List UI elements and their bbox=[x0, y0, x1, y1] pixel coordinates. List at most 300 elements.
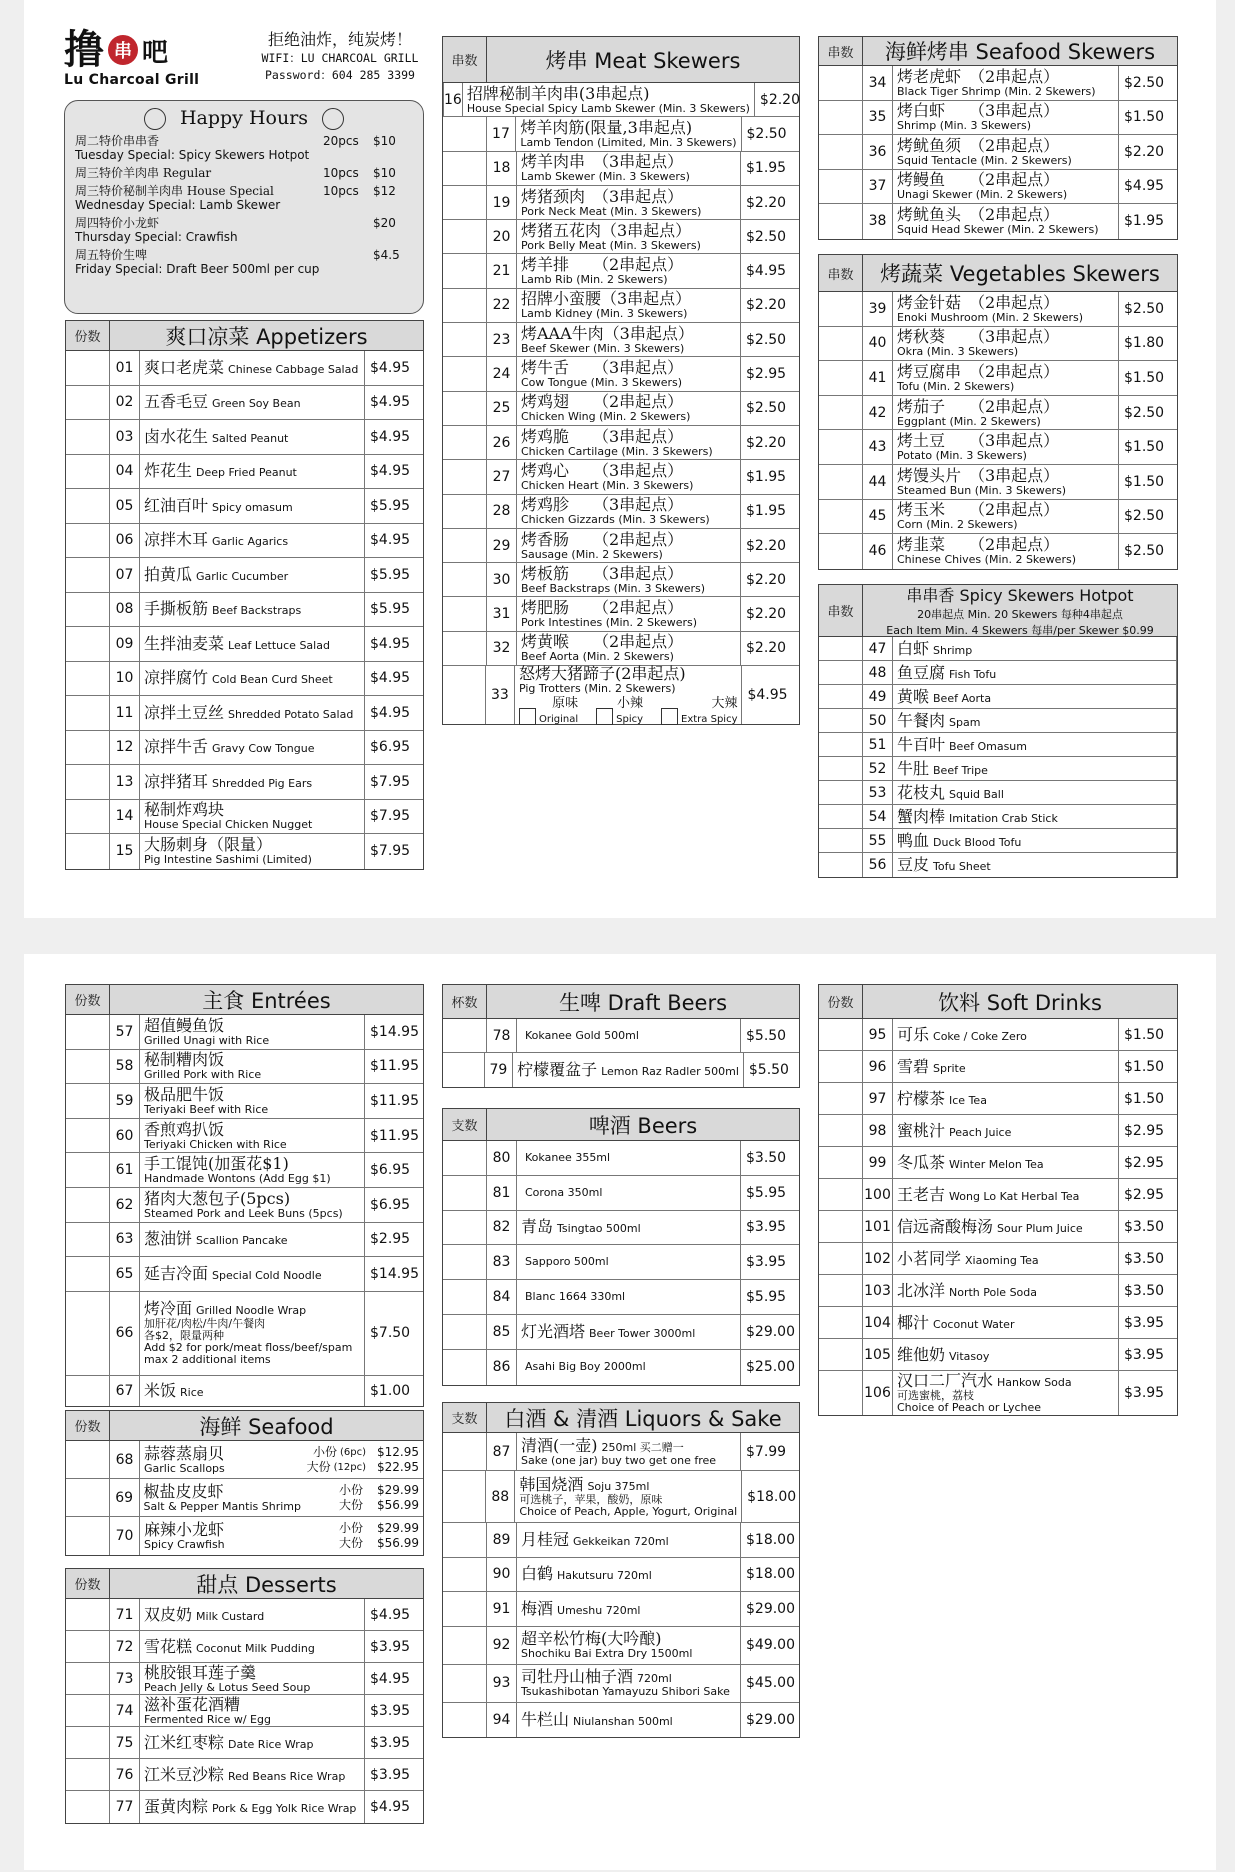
quantity-cell[interactable] bbox=[443, 1592, 487, 1626]
quantity-cell[interactable] bbox=[443, 1315, 487, 1349]
menu-item-row[interactable] bbox=[66, 696, 423, 731]
quantity-cell[interactable] bbox=[819, 1019, 863, 1050]
quantity-cell[interactable] bbox=[66, 1695, 110, 1726]
item-name-line bbox=[897, 1346, 1114, 1364]
quantity-cell[interactable] bbox=[819, 1243, 863, 1274]
menu-item-row[interactable] bbox=[443, 1211, 799, 1246]
menu-item-row[interactable] bbox=[66, 1479, 423, 1517]
quantity-cell[interactable] bbox=[819, 292, 863, 326]
section-header bbox=[66, 321, 423, 351]
quantity-cell[interactable] bbox=[66, 1631, 110, 1662]
menu-item-row[interactable] bbox=[819, 66, 1177, 101]
quantity-cell[interactable] bbox=[66, 1257, 110, 1291]
item-number: 42 bbox=[863, 396, 893, 430]
menu-item-row[interactable] bbox=[443, 1558, 799, 1593]
menu-item-row[interactable] bbox=[443, 460, 799, 494]
item-name-en: Cold Bean Curd Sheet bbox=[212, 673, 333, 687]
quantity-cell[interactable] bbox=[819, 1051, 863, 1082]
quantity-cell[interactable] bbox=[443, 117, 487, 150]
menu-item-row[interactable] bbox=[443, 563, 799, 597]
menu-item-row[interactable] bbox=[66, 351, 423, 386]
quantity-cell[interactable] bbox=[819, 135, 863, 169]
menu-item-row[interactable] bbox=[66, 1759, 423, 1791]
item-number: 82 bbox=[487, 1211, 517, 1245]
quantity-cell[interactable] bbox=[443, 460, 487, 493]
quantity-cell[interactable] bbox=[66, 1015, 110, 1049]
quantity-cell[interactable] bbox=[819, 1307, 863, 1338]
happy-hour-zh: 周五特价生啤 bbox=[75, 248, 148, 262]
quantity-cell[interactable] bbox=[819, 1147, 863, 1178]
quantity-cell[interactable] bbox=[443, 1176, 487, 1210]
quantity-cell[interactable] bbox=[819, 361, 863, 395]
quantity-cell[interactable] bbox=[443, 323, 487, 356]
item-name-en: Deep Fried Peanut bbox=[196, 466, 297, 480]
quantity-cell[interactable] bbox=[66, 834, 110, 869]
menu-item-row[interactable] bbox=[66, 1663, 423, 1695]
menu-item-row[interactable] bbox=[819, 781, 1177, 805]
quantity-cell[interactable] bbox=[443, 1053, 485, 1087]
menu-item-row[interactable] bbox=[443, 597, 799, 631]
item-name-en: Fermented Rice w/ Egg bbox=[144, 1712, 271, 1726]
menu-item-row[interactable] bbox=[819, 733, 1177, 757]
quantity-cell[interactable] bbox=[66, 662, 110, 696]
menu-item-row[interactable] bbox=[66, 1599, 423, 1631]
menu-item-row[interactable] bbox=[819, 204, 1177, 239]
item-name-en: Teriyaki Chicken with Rice bbox=[144, 1137, 287, 1151]
menu-item-row[interactable] bbox=[819, 465, 1177, 500]
menu-item-row[interactable] bbox=[819, 637, 1177, 661]
item-price: $1.80 bbox=[1124, 335, 1165, 352]
menu-item-row[interactable] bbox=[819, 500, 1177, 535]
quantity-cell[interactable] bbox=[66, 386, 110, 420]
item-number: 08 bbox=[110, 593, 140, 627]
menu-item-row[interactable] bbox=[66, 420, 423, 455]
menu-item-row[interactable] bbox=[66, 1441, 423, 1479]
item-name-cell bbox=[893, 1243, 1119, 1274]
menu-item-row[interactable] bbox=[443, 426, 799, 460]
quantity-cell[interactable] bbox=[443, 357, 487, 390]
quantity-cell[interactable] bbox=[66, 1599, 110, 1630]
quantity-cell[interactable] bbox=[819, 1275, 863, 1306]
quantity-cell[interactable] bbox=[819, 500, 863, 534]
menu-item-row[interactable] bbox=[66, 1292, 423, 1376]
menu-item-row[interactable] bbox=[443, 1176, 799, 1211]
menu-item-row[interactable] bbox=[443, 357, 799, 391]
quantity-cell[interactable] bbox=[443, 1350, 487, 1385]
quantity-cell[interactable] bbox=[443, 1433, 487, 1470]
menu-item-row[interactable] bbox=[66, 1631, 423, 1663]
spice-option[interactable] bbox=[519, 697, 578, 725]
menu-item-row[interactable] bbox=[66, 558, 423, 593]
quantity-cell[interactable] bbox=[66, 696, 110, 730]
item-number: 73 bbox=[110, 1663, 140, 1694]
quantity-cell[interactable] bbox=[819, 204, 863, 239]
menu-item-row[interactable] bbox=[819, 829, 1177, 853]
item-name-cell bbox=[515, 666, 743, 724]
menu-item-row[interactable] bbox=[66, 765, 423, 800]
quantity-cell[interactable] bbox=[443, 392, 487, 425]
menu-item-row[interactable] bbox=[443, 529, 799, 563]
section-header bbox=[443, 1109, 799, 1141]
menu-item-row[interactable] bbox=[443, 666, 799, 724]
menu-item-row[interactable] bbox=[66, 627, 423, 662]
item-name-block bbox=[144, 1445, 225, 1475]
item-name-cell bbox=[893, 709, 1177, 732]
item-price: $4.95 bbox=[370, 1670, 411, 1687]
quantity-cell[interactable] bbox=[819, 685, 863, 708]
checkbox-icon[interactable] bbox=[596, 708, 613, 725]
menu-item-row[interactable] bbox=[819, 709, 1177, 733]
menu-item-row[interactable] bbox=[443, 1703, 799, 1738]
menu-item-row[interactable] bbox=[66, 1727, 423, 1759]
menu-item-row[interactable] bbox=[819, 685, 1177, 709]
item-price: $2.20 bbox=[746, 297, 787, 314]
menu-item-row[interactable] bbox=[819, 661, 1177, 685]
quantity-cell[interactable] bbox=[819, 1083, 863, 1114]
menu-item-row[interactable] bbox=[819, 1371, 1177, 1415]
quantity-cell[interactable] bbox=[66, 489, 110, 523]
quantity-cell[interactable] bbox=[819, 1115, 863, 1146]
quantity-cell[interactable] bbox=[443, 186, 487, 219]
quantity-cell[interactable] bbox=[443, 495, 487, 528]
item-number: 70 bbox=[110, 1517, 140, 1555]
menu-item-row[interactable] bbox=[66, 1376, 423, 1406]
item-name-line bbox=[144, 600, 360, 618]
menu-item-row[interactable] bbox=[443, 1245, 799, 1280]
item-number: 26 bbox=[487, 426, 517, 459]
quantity-cell[interactable] bbox=[819, 853, 863, 877]
quantity-cell[interactable] bbox=[443, 289, 487, 322]
menu-item-row[interactable] bbox=[443, 186, 799, 220]
item-name-en: Spicy omasum bbox=[212, 500, 293, 514]
item-name-zh: 烤AAA牛肉（3串起点） bbox=[521, 323, 694, 343]
quantity-cell[interactable] bbox=[66, 1727, 110, 1758]
menu-item-row[interactable] bbox=[66, 593, 423, 628]
quantity-cell[interactable] bbox=[66, 593, 110, 627]
quantity-cell[interactable] bbox=[66, 765, 110, 799]
item-number: 44 bbox=[863, 465, 893, 499]
menu-item-row[interactable] bbox=[66, 1517, 423, 1555]
portion-price: $22.95 bbox=[377, 1459, 419, 1474]
menu-item-row[interactable] bbox=[66, 1050, 423, 1085]
item-name-cell bbox=[517, 1523, 741, 1557]
menu-item-row[interactable] bbox=[443, 1471, 799, 1523]
menu-item-row[interactable] bbox=[66, 489, 423, 524]
quantity-cell[interactable] bbox=[443, 632, 487, 665]
seafood-section bbox=[65, 1410, 424, 1556]
quantity-cell[interactable] bbox=[66, 1292, 110, 1375]
quantity-cell[interactable] bbox=[66, 627, 110, 661]
menu-item-row[interactable] bbox=[443, 392, 799, 426]
quantity-cell[interactable] bbox=[819, 1211, 863, 1242]
item-price: $2.95 bbox=[1124, 1186, 1165, 1203]
quantity-cell[interactable] bbox=[819, 396, 863, 430]
section-title: 饮料 Soft Drinks bbox=[938, 990, 1102, 1015]
item-name-zh: 江米豆沙粽 bbox=[144, 1764, 225, 1784]
portion-prices bbox=[301, 1445, 419, 1475]
quantity-cell[interactable] bbox=[819, 430, 863, 464]
menu-item-row[interactable] bbox=[819, 1115, 1177, 1147]
menu-item-row[interactable] bbox=[819, 1307, 1177, 1339]
quantity-cell[interactable] bbox=[819, 829, 863, 852]
item-price: $4.95 bbox=[370, 1606, 411, 1623]
menu-item-row[interactable] bbox=[443, 220, 799, 254]
quantity-cell[interactable] bbox=[66, 1188, 110, 1222]
menu-item-row[interactable] bbox=[66, 1695, 423, 1727]
item-name-cell bbox=[893, 1147, 1119, 1178]
quantity-cell[interactable] bbox=[443, 1703, 487, 1738]
menu-item-row[interactable] bbox=[66, 834, 423, 869]
item-name-zh: 烤肥肠 （2串起点） bbox=[521, 598, 684, 618]
item-price: $3.50 bbox=[1124, 1282, 1165, 1299]
quantity-cell[interactable] bbox=[443, 1211, 487, 1245]
menu-item-row[interactable] bbox=[443, 632, 799, 666]
menu-item-row[interactable] bbox=[443, 1665, 799, 1703]
menu-item-row[interactable] bbox=[66, 1084, 423, 1119]
quantity-cell[interactable] bbox=[66, 1479, 110, 1516]
menu-item-row[interactable] bbox=[819, 1243, 1177, 1275]
quantity-cell[interactable] bbox=[819, 709, 863, 732]
spice-option[interactable] bbox=[596, 697, 643, 725]
quantity-cell[interactable] bbox=[443, 529, 487, 562]
menu-item-row[interactable] bbox=[443, 117, 799, 151]
item-name-cell bbox=[517, 1315, 741, 1349]
item-price: $1.95 bbox=[746, 503, 787, 520]
quantity-cell[interactable] bbox=[819, 101, 863, 135]
quantity-cell[interactable] bbox=[819, 327, 863, 361]
quantity-cell[interactable] bbox=[819, 637, 863, 660]
menu-item-row[interactable] bbox=[443, 1433, 799, 1471]
item-name-en: Garlic Cucumber bbox=[196, 569, 289, 583]
menu-item-row[interactable] bbox=[819, 361, 1177, 396]
menu-item-row[interactable] bbox=[66, 1119, 423, 1154]
item-name-zh: 梅酒 bbox=[521, 1598, 554, 1618]
item-name-cell bbox=[893, 637, 1177, 660]
quantity-cell[interactable] bbox=[66, 351, 110, 385]
menu-item-row[interactable] bbox=[819, 1051, 1177, 1083]
menu-item-row[interactable] bbox=[819, 396, 1177, 431]
menu-item-row[interactable] bbox=[819, 1339, 1177, 1371]
menu-item-row[interactable] bbox=[819, 101, 1177, 136]
quantity-cell[interactable] bbox=[443, 1558, 487, 1592]
menu-item-row[interactable] bbox=[66, 455, 423, 490]
quantity-cell[interactable] bbox=[66, 1376, 110, 1406]
slogan-block bbox=[240, 30, 440, 84]
menu-item-row[interactable] bbox=[443, 1592, 799, 1627]
quantity-cell[interactable] bbox=[66, 524, 110, 558]
item-name-en: Peach Juice bbox=[949, 1125, 1012, 1139]
quantity-cell[interactable] bbox=[819, 805, 863, 828]
menu-item-row[interactable] bbox=[443, 83, 799, 117]
item-name-en: Squid Tentacle (Min. 2 Skewers) bbox=[897, 153, 1072, 167]
item-number: 43 bbox=[863, 430, 893, 464]
menu-item-row[interactable] bbox=[819, 1147, 1177, 1179]
quantity-cell[interactable] bbox=[443, 254, 487, 287]
item-name-en: Beef Aorta bbox=[933, 691, 992, 705]
menu-item-row[interactable] bbox=[819, 292, 1177, 327]
item-name-cell bbox=[893, 101, 1119, 135]
item-name-cell bbox=[140, 627, 365, 661]
menu-item-row[interactable] bbox=[66, 386, 423, 421]
item-name-cell bbox=[517, 460, 741, 493]
quantity-cell[interactable] bbox=[66, 558, 110, 592]
item-name-en: Chicken Gizzards (Min. 3 Skewers) bbox=[521, 513, 710, 527]
quantity-cell[interactable] bbox=[819, 757, 863, 780]
quantity-cell[interactable] bbox=[443, 1245, 487, 1279]
quantity-cell[interactable] bbox=[443, 1523, 487, 1557]
menu-item-row[interactable] bbox=[66, 1153, 423, 1188]
item-price: $2.95 bbox=[1124, 1122, 1165, 1139]
item-price: $2.50 bbox=[746, 125, 787, 142]
quantity-cell[interactable] bbox=[443, 1627, 487, 1664]
quantity-cell[interactable] bbox=[66, 420, 110, 454]
menu-item-row[interactable] bbox=[819, 430, 1177, 465]
menu-item-row[interactable] bbox=[443, 152, 799, 186]
menu-item-row[interactable] bbox=[819, 757, 1177, 781]
item-name-zh: 烤鸡心 （3串起点） bbox=[521, 460, 684, 480]
menu-item-row[interactable] bbox=[819, 853, 1177, 877]
section-title: 啤酒 Beers bbox=[588, 1113, 698, 1138]
item-number: 53 bbox=[863, 781, 893, 804]
quantity-cell[interactable] bbox=[66, 1153, 110, 1187]
qty-column-label: 串数 bbox=[819, 255, 863, 291]
quantity-cell[interactable] bbox=[66, 1119, 110, 1153]
quantity-cell[interactable] bbox=[66, 1441, 110, 1478]
qty-column-label: 杯数 bbox=[443, 985, 487, 1018]
logo-badge-2: 吧 bbox=[142, 37, 169, 68]
menu-item-row[interactable] bbox=[819, 1019, 1177, 1051]
quantity-cell[interactable] bbox=[66, 1759, 110, 1790]
item-number: 72 bbox=[110, 1631, 140, 1662]
quantity-cell[interactable] bbox=[66, 1663, 110, 1694]
item-name-en: Chicken Heart (Min. 3 Skewers) bbox=[521, 478, 694, 492]
section-title: 烤串 Meat Skewers bbox=[545, 48, 741, 73]
quantity-cell[interactable] bbox=[819, 1339, 863, 1370]
quantity-cell[interactable] bbox=[66, 1050, 110, 1084]
quantity-cell[interactable] bbox=[819, 534, 863, 569]
item-name-en: Special Cold Noodle bbox=[212, 1268, 322, 1282]
item-name-zh: 烤板筋 （3串起点） bbox=[521, 563, 684, 583]
menu-item-row[interactable] bbox=[66, 800, 423, 835]
item-name-zh: 蜜桃汁 bbox=[897, 1120, 946, 1140]
item-name-zh: 烤猪五花肉（3串起点） bbox=[521, 220, 692, 240]
quantity-cell[interactable] bbox=[66, 1791, 110, 1823]
menu-item-row[interactable] bbox=[443, 1141, 799, 1176]
quantity-cell[interactable] bbox=[819, 1371, 863, 1415]
item-name-en: Grilled Unagi with Rice bbox=[144, 1033, 270, 1047]
quantity-cell[interactable] bbox=[443, 1141, 487, 1175]
quantity-cell[interactable] bbox=[443, 666, 486, 724]
quantity-cell[interactable] bbox=[443, 152, 487, 185]
quantity-cell[interactable] bbox=[819, 465, 863, 499]
menu-item-row[interactable] bbox=[66, 731, 423, 766]
menu-item-row[interactable] bbox=[443, 495, 799, 529]
quantity-cell[interactable] bbox=[819, 781, 863, 804]
menu-item-row[interactable] bbox=[819, 327, 1177, 362]
menu-item-row[interactable] bbox=[819, 1275, 1177, 1307]
quantity-cell[interactable] bbox=[443, 426, 487, 459]
spice-option[interactable] bbox=[661, 697, 737, 725]
quantity-cell[interactable] bbox=[66, 455, 110, 489]
quantity-cell[interactable] bbox=[819, 1179, 863, 1210]
item-number: 76 bbox=[110, 1759, 140, 1790]
menu-item-row[interactable] bbox=[443, 1053, 799, 1087]
menu-item-row[interactable] bbox=[443, 1315, 799, 1350]
item-name-line bbox=[897, 1250, 1114, 1268]
quantity-cell[interactable] bbox=[443, 1019, 487, 1052]
item-price: $2.50 bbox=[1124, 74, 1165, 91]
item-name-line bbox=[144, 773, 360, 791]
menu-item-row[interactable] bbox=[66, 1188, 423, 1223]
quantity-cell[interactable] bbox=[443, 563, 487, 596]
menu-item-row[interactable] bbox=[443, 1523, 799, 1558]
checkbox-icon[interactable] bbox=[661, 708, 678, 725]
menu-item-row[interactable] bbox=[66, 1015, 423, 1050]
menu-item-row[interactable] bbox=[443, 254, 799, 288]
menu-item-row[interactable] bbox=[819, 534, 1177, 569]
item-number: 07 bbox=[110, 558, 140, 592]
quantity-cell[interactable] bbox=[819, 733, 863, 756]
menu-item-row[interactable] bbox=[443, 1280, 799, 1315]
quantity-cell[interactable] bbox=[819, 170, 863, 204]
quantity-cell[interactable] bbox=[66, 1517, 110, 1555]
menu-item-row[interactable] bbox=[443, 1627, 799, 1665]
menu-item-row[interactable] bbox=[66, 662, 423, 697]
menu-item-row[interactable] bbox=[443, 323, 799, 357]
item-price: $49.00 bbox=[746, 1637, 795, 1653]
menu-item-row[interactable] bbox=[66, 1791, 423, 1823]
item-name-cell bbox=[517, 186, 741, 219]
menu-item-row[interactable] bbox=[443, 1019, 799, 1053]
menu-item-row[interactable] bbox=[66, 1223, 423, 1258]
quantity-cell[interactable] bbox=[443, 1471, 486, 1522]
item-size: Niulanshan 500ml bbox=[573, 1714, 673, 1728]
menu-item-row[interactable] bbox=[819, 1083, 1177, 1115]
menu-item-row[interactable] bbox=[819, 1211, 1177, 1243]
item-name-cell bbox=[140, 1727, 365, 1758]
quantity-cell[interactable] bbox=[819, 661, 863, 684]
item-name-zh: 柠檬覆盆子 bbox=[517, 1060, 598, 1079]
item-name-zh: 烤鸡脆 （3串起点） bbox=[521, 426, 684, 446]
quantity-cell[interactable] bbox=[443, 597, 487, 630]
qty-column-label: 份数 bbox=[66, 985, 110, 1014]
quantity-cell[interactable] bbox=[443, 1280, 487, 1314]
quantity-cell[interactable] bbox=[66, 1084, 110, 1118]
item-name-en: Corona 350ml bbox=[525, 1185, 603, 1199]
quantity-cell[interactable] bbox=[66, 1223, 110, 1257]
menu-item-row[interactable] bbox=[819, 1179, 1177, 1211]
item-name-en: Enoki Mushroom (Min. 2 Skewers) bbox=[897, 310, 1084, 324]
quantity-cell[interactable] bbox=[66, 800, 110, 834]
menu-item-row[interactable] bbox=[819, 805, 1177, 829]
menu-item-row[interactable] bbox=[443, 1350, 799, 1385]
menu-item-row[interactable] bbox=[819, 135, 1177, 170]
quantity-cell[interactable] bbox=[819, 66, 863, 100]
menu-item-row[interactable] bbox=[66, 1257, 423, 1292]
checkbox-icon[interactable] bbox=[519, 708, 536, 725]
item-name-en: Beef Tripe bbox=[933, 763, 988, 777]
item-name-zh: 信远斋酸梅汤 bbox=[897, 1216, 994, 1236]
item-name-line bbox=[521, 1323, 736, 1341]
item-name-zh: 秘制炸鸡块 bbox=[144, 800, 225, 820]
quantity-cell[interactable] bbox=[443, 1665, 487, 1702]
item-name-zh: 维他奶 bbox=[897, 1344, 946, 1364]
menu-item-row[interactable] bbox=[819, 170, 1177, 205]
quantity-cell[interactable] bbox=[66, 731, 110, 765]
menu-item-row[interactable] bbox=[443, 289, 799, 323]
quantity-cell[interactable] bbox=[443, 220, 487, 253]
menu-item-row[interactable] bbox=[66, 524, 423, 559]
